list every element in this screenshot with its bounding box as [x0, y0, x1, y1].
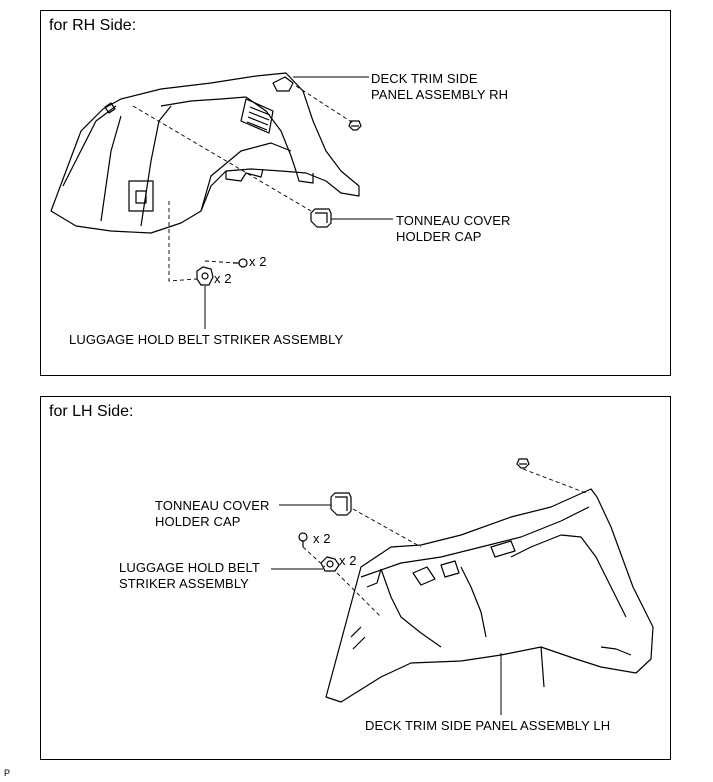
- rh-deck-trim-label-line2: PANEL ASSEMBLY RH: [371, 87, 509, 102]
- rh-exploded-diagram: [41, 11, 672, 377]
- rh-panel-title: for RH Side:: [49, 17, 137, 34]
- lh-screw-quantity: x 2: [313, 531, 331, 546]
- rh-deck-trim-panel: [51, 73, 359, 233]
- rh-striker-quantity: x 2: [214, 271, 232, 286]
- lh-luggage-striker: [321, 557, 339, 571]
- rh-luggage-striker: [197, 267, 213, 285]
- rh-tonneau-label-line2: HOLDER CAP: [396, 229, 482, 244]
- lh-screw: [299, 533, 307, 547]
- lh-striker-quantity: x 2: [339, 553, 357, 568]
- lh-tonneau-label-line1: TONNEAU COVER: [155, 498, 270, 513]
- lh-clip: [517, 459, 529, 468]
- figure-code: P: [4, 768, 11, 778]
- rh-clip: [349, 121, 361, 130]
- rh-striker-label: LUGGAGE HOLD BELT STRIKER ASSEMBLY: [69, 332, 344, 347]
- rh-side-panel: [40, 10, 671, 376]
- rh-deck-trim-label-line1: DECK TRIM SIDE: [371, 71, 478, 86]
- rh-tonneau-cover-holder-cap: [311, 209, 331, 227]
- lh-striker-label-line1: LUGGAGE HOLD BELT: [119, 560, 260, 575]
- lh-panel-title: for LH Side:: [49, 403, 134, 420]
- lh-deck-trim-label: DECK TRIM SIDE PANEL ASSEMBLY LH: [365, 718, 611, 733]
- lh-tonneau-label-line2: HOLDER CAP: [155, 514, 241, 529]
- lh-side-panel: [40, 396, 671, 760]
- lh-tonneau-cover-holder-cap: [331, 493, 351, 515]
- lh-striker-label-line2: STRIKER ASSEMBLY: [119, 576, 249, 591]
- lh-deck-trim-panel: [326, 489, 653, 702]
- rh-tonneau-label-line1: TONNEAU COVER: [396, 213, 511, 228]
- rh-vent-grille: [241, 99, 273, 133]
- rh-screw-quantity: x 2: [249, 254, 267, 269]
